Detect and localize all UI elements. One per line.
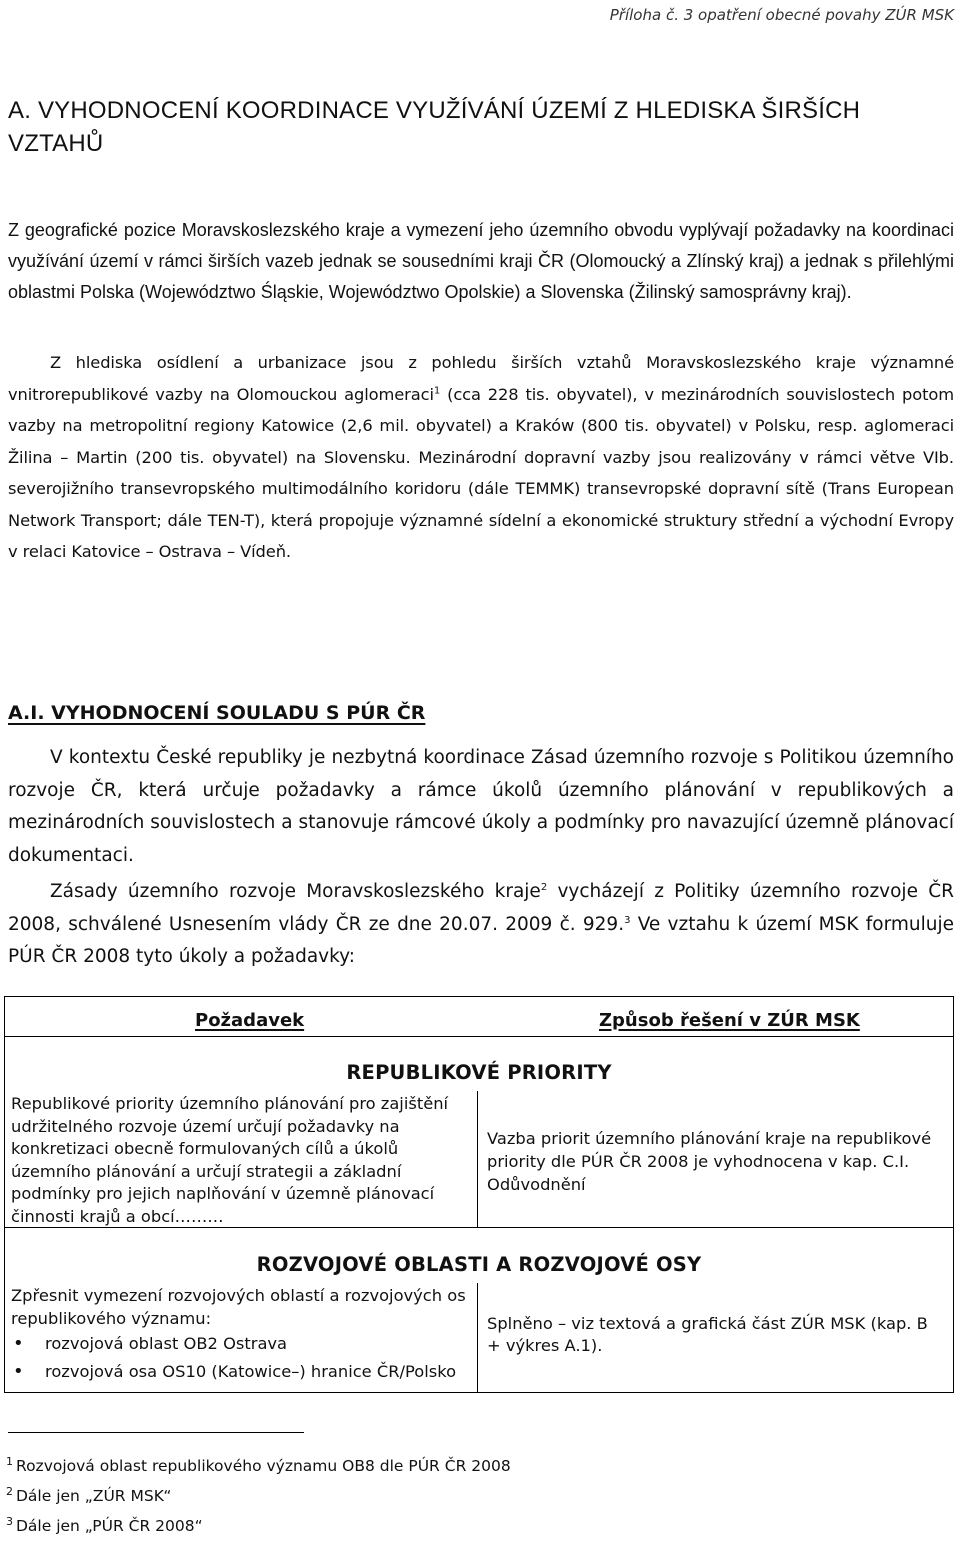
table-divider xyxy=(5,1036,953,1037)
principles-text-b: vycházejí z Politiky územního rozvoje ČR 2008, schválené Usnesením vlády ČR ze dne 20.07. 2009 č. 929. xyxy=(8,881,954,935)
list-item: • rozvojová osa OS10 (Katowice–) hranice ČR/Polsko xyxy=(11,1358,471,1386)
footnote-text: Dále jen „ZÚR MSK“ xyxy=(16,1487,172,1505)
footnote-text: Dále jen „PÚR ČR 2008“ xyxy=(16,1517,203,1535)
requirement-republic-priorities: Republikové priority územního plánování pro zajištění udržitelného rozvoje území určují požadavky na konkretizaci obecně formulovaných cílů a úkolů územního plánování a určují strategii a základní podmínky pro jejich naplňování v územně plánovací činnosti krajů a obcí……… xyxy=(11,1094,449,1226)
settlement-text-start: Z hlediska osídlení a urbanizace jsou z pohledu širších vztahů Moravskoslezského kraje významné vnitrorepublikové vazby na Olomouckou aglomeraci xyxy=(8,353,954,404)
footnote-ref-1: 1 xyxy=(433,385,441,397)
section-ai-heading: A.I. VYHODNOCENÍ SOULADU S PÚR ČR xyxy=(8,702,426,724)
footnote-3 xyxy=(6,1515,203,1537)
footnote-number: 3 xyxy=(6,1514,13,1528)
footnote-1 xyxy=(6,1455,511,1477)
footnote-number: 2 xyxy=(6,1484,13,1498)
table-divider xyxy=(477,1283,478,1393)
requirement-bullet-list xyxy=(11,1330,471,1386)
table-divider xyxy=(5,1227,953,1228)
footnote-number: 1 xyxy=(6,1454,13,1468)
settlement-text-end: (cca 228 tis. obyvatel), v mezinárodních souvislostech potom vazby na metropolitní regiony Katowice (2,6 mil. obyvatel) a Kraków (800 tis. obyvatel) v Polsku, resp. aglomeraci Žilina – Martin (200 tis. obyvatel) na Slovensku. Mezinárodní dopravní vazby jsou realizovány v rámci větve VIb. severojižního transevropského multimodálního koridoru (dále TEMMK) transevropské dopravní sítě (Trans European Network Transport; dále TEN-T), která propojuje významné sídelní a ekonomické struktury střední a východní Evropy v relaci Katovice – Ostrava – Vídeň. xyxy=(8,384,955,561)
settlement-paragraph xyxy=(8,347,954,568)
principles-text-a: Zásady územního rozvoje Moravskoslezského kraje xyxy=(50,881,541,902)
footnote-ref-2: 2 xyxy=(540,881,548,893)
section-a-heading: A. VYHODNOCENÍ KOORDINACE VYUŽÍVÁNÍ ÚZEMÍ Z HLEDISKA ŠIRŠÍCH VZTAHŮ xyxy=(8,97,861,157)
solution-development-areas: Splněno – viz textová a grafická část ZÚR MSK (kap. B + výkres A.1). xyxy=(487,1314,928,1355)
footnote-ref-3: 3 xyxy=(624,914,631,926)
footnote-separator xyxy=(8,1432,304,1433)
footnote-text: Rozvojová oblast republikového významu OB8 dle PÚR ČR 2008 xyxy=(16,1457,511,1475)
footnote-2 xyxy=(6,1485,171,1507)
requirement-development-text: Zpřesnit vymezení rozvojových oblastí a rozvojových os republikového významu: xyxy=(11,1286,466,1328)
requirements-table xyxy=(4,996,954,1393)
list-item: • rozvojová oblast OB2 Ostrava xyxy=(11,1330,471,1358)
column-header-requirement: Požadavek xyxy=(195,1010,305,1031)
table-divider xyxy=(477,1091,478,1227)
requirement-development-areas xyxy=(11,1285,471,1386)
principles-text-c: Ve vztahu k území MSK formuluje PÚR ČR 2008 tyto úkoly a požadavky: xyxy=(8,913,955,967)
principles-paragraph xyxy=(8,876,954,974)
section-title-development-areas: ROZVOJOVÉ OBLASTI A ROZVOJOVÉ OSY xyxy=(256,1253,702,1276)
context-paragraph: V kontextu České republiky je nezbytná koordinace Zásad územního rozvoje s Politikou územního rozvoje ČR, která určuje požadavky a rámce úkolů územního plánování v republikových a mezinárodních souvislostech a stanovuje rámcové úkoly a podmínky pro navazující územně plánovací dokumentaci. xyxy=(8,747,954,866)
column-header-solution: Způsob řešení v ZÚR MSK xyxy=(599,1010,860,1031)
section-title-republic-priorities: REPUBLIKOVÉ PRIORITY xyxy=(346,1061,612,1084)
document-header-note: Příloha č. 3 opatření obecné povahy ZÚR MSK xyxy=(609,6,954,24)
solution-republic-priorities: Vazba priorit územního plánování kraje na republikové priority dle PÚR ČR 2008 je vyhodnocena v kap. C.I. Odůvodnění xyxy=(487,1129,932,1194)
geography-paragraph: Z geografické pozice Moravskoslezského kraje a vymezení jeho územního obvodu vyplývají požadavky na koordinaci využívání území v rámci širších vazeb jednak se sousedními kraji ČR (Olomoucký a Zlínský kraj) a jednak s přilehlými oblastmi Polska (Województwo Śląskie, Województwo Opolskie) a Slovenska (Žilinský samosprávny kraj). xyxy=(8,220,954,302)
